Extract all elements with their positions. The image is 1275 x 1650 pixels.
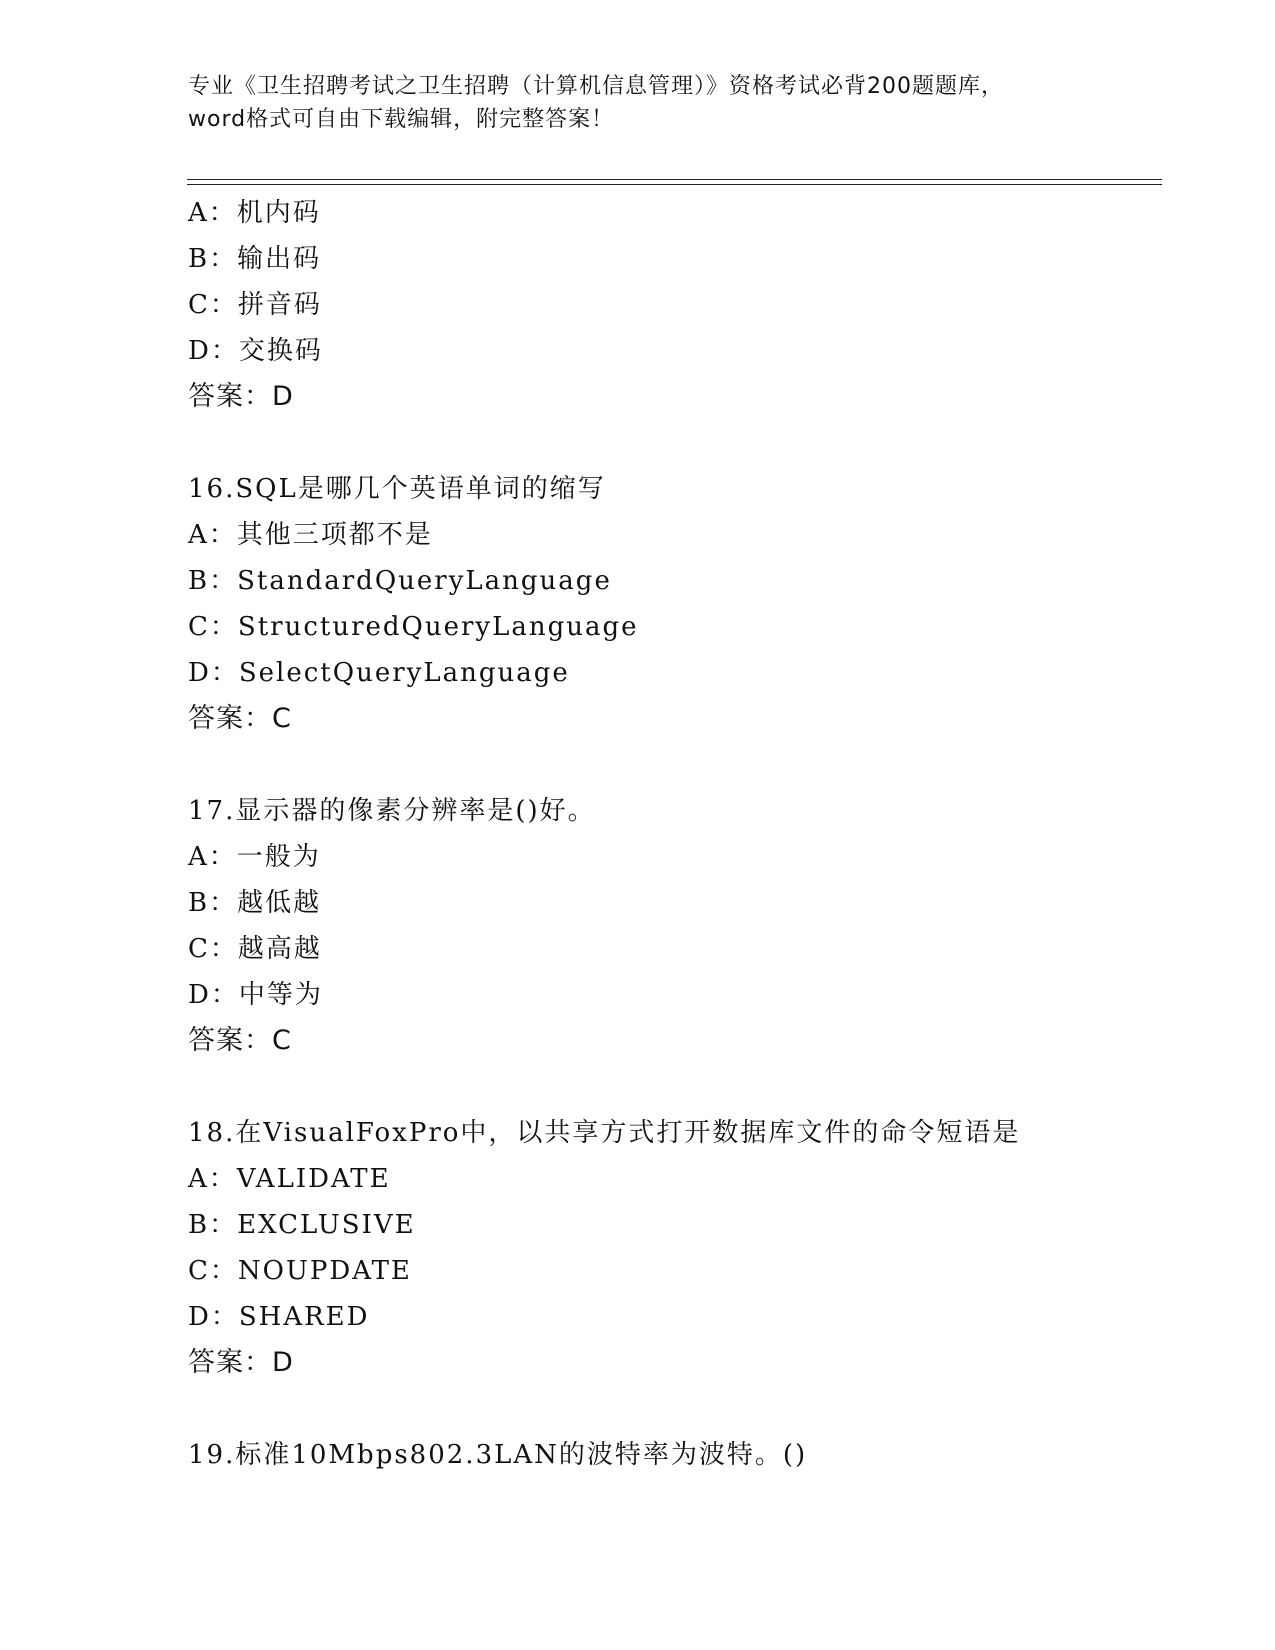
answer-line: 答案：D [188, 1347, 294, 1378]
question-spacer [188, 742, 1148, 788]
option-b: B：越低越 [188, 888, 322, 918]
option-a: A：其他三项都不是 [188, 520, 433, 550]
document-header [188, 70, 1088, 136]
question-list [188, 190, 1148, 1478]
question-stem: 17.显示器的像素分辨率是()好。 [188, 796, 596, 826]
option-c: C：越高越 [188, 934, 322, 964]
option-b: B：输出码 [188, 244, 322, 274]
answer-line: 答案：D [188, 381, 294, 412]
question-stem: 19.标准10Mbps802.3LAN的波特率为波特。() [188, 1440, 808, 1470]
header-line-2: word格式可自由下载编辑，附完整答案！ [188, 107, 615, 132]
option-a: A：VALIDATE [188, 1164, 391, 1194]
answer-line: 答案：C [188, 703, 292, 734]
option-c: C：StructuredQueryLanguage [188, 612, 639, 642]
question-19 [188, 1432, 1148, 1478]
question-15-continued [188, 190, 1148, 420]
question-stem: 18.在VisualFoxPro中，以共享方式打开数据库文件的命令短语是 [188, 1118, 1021, 1148]
option-d: D：交换码 [188, 336, 323, 366]
header-divider-bottom [187, 184, 1162, 185]
option-d: D：SelectQueryLanguage [188, 658, 570, 688]
question-17 [188, 788, 1148, 1064]
option-c: C：拼音码 [188, 290, 322, 320]
option-b: B：EXCLUSIVE [188, 1210, 416, 1240]
question-spacer [188, 1064, 1148, 1110]
header-line-1: 专业《卫生招聘考试之卫生招聘（计算机信息管理）》资格考试必背200题题库， [188, 74, 1004, 99]
question-spacer [188, 1386, 1148, 1432]
option-a: A：机内码 [188, 198, 321, 228]
answer-line: 答案：C [188, 1025, 292, 1056]
question-stem: 16.SQL是哪几个英语单词的缩写 [188, 474, 606, 504]
header-divider-top [187, 179, 1162, 180]
option-b: B：StandardQueryLanguage [188, 566, 612, 596]
option-c: C：NOUPDATE [188, 1256, 412, 1286]
option-a: A：一般为 [188, 842, 321, 872]
option-d: D：SHARED [188, 1302, 370, 1332]
question-spacer [188, 420, 1148, 466]
option-d: D：中等为 [188, 980, 323, 1010]
question-18 [188, 1110, 1148, 1386]
question-16 [188, 466, 1148, 742]
